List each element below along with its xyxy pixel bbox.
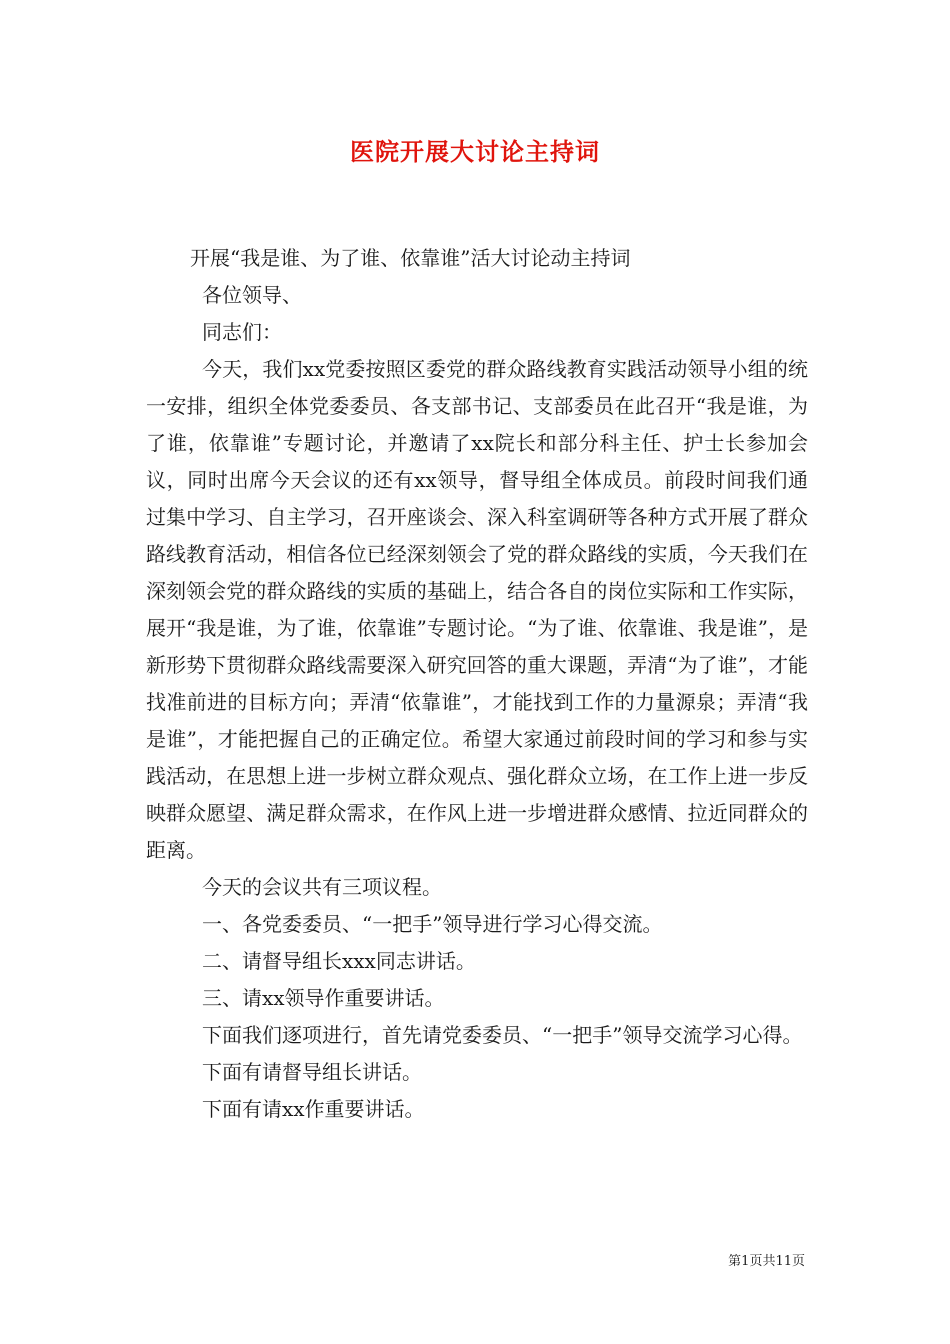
- paragraph-invite-leader: 下面有请xx作重要讲话。: [202, 1097, 425, 1121]
- paragraph-invite-supervisor: 下面有请督导组长讲话。: [202, 1060, 422, 1084]
- paragraph-intro: 今天，我们xx党委按照区委党的群众路线教育实践活动领导小组的统一安排，组织全体党委委员、各支部书记、支部委员在此召开“我是谁，为了谁，依靠谁”专题讨论，并邀请了xx院长和部分科主任、护士长参加会议，同时出席今天会议的还有xx领导，督导组全体成员。前段时间我们通过集中学习、自主学习，召开座谈会、深入科室调研等各种方式开展了群众路线教育活动，相信各位已经深刻领会了党的群众路线的实质，今天我们在深刻领会党的群众路线的实质的基础上，结合各自的岗位实际和工作实际，展开“我是谁，为了谁，依靠谁”专题讨论。“为了谁、依靠谁、我是谁”，是新形势下贯彻群众路线需要深入研究回答的重大课题，弄清“为了谁”，才能找准前进的目标方向；弄清“依靠谁”，才能找到工作的力量源泉；弄清“我是谁”，才能把握自己的正确定位。希望大家通过前段时间的学习和参与实践活动，在思想上进一步树立群众观点、强化群众立场，在工作上进一步反映群众愿望、满足群众需求，在作风上进一步增进群众感情、拉近同群众的距离。: [146, 357, 808, 862]
- greeting-leaders: 各位领导、: [202, 283, 302, 307]
- greeting-comrades: 同志们：: [202, 320, 282, 344]
- agenda-item-1: 一、各党委委员、“一把手”领导进行学习心得交流。: [202, 912, 663, 936]
- document-title: 医院开展大讨论主持词: [350, 137, 600, 166]
- paragraph-proceed: 下面我们逐项进行，首先请党委委员、“一把手”领导交流学习心得。: [202, 1023, 803, 1047]
- paragraph-agenda-intro: 今天的会议共有三项议程。: [202, 875, 442, 899]
- agenda-item-2: 二、请督导组长xxx同志讲话。: [202, 949, 476, 973]
- document-subtitle: 开展“我是谁、为了谁、依靠谁”活大讨论动主持词: [190, 246, 631, 270]
- page-number: 第1页共11页: [728, 1254, 805, 1269]
- agenda-item-3: 三、请xx领导作重要讲话。: [202, 986, 445, 1010]
- document-body: [146, 240, 808, 1128]
